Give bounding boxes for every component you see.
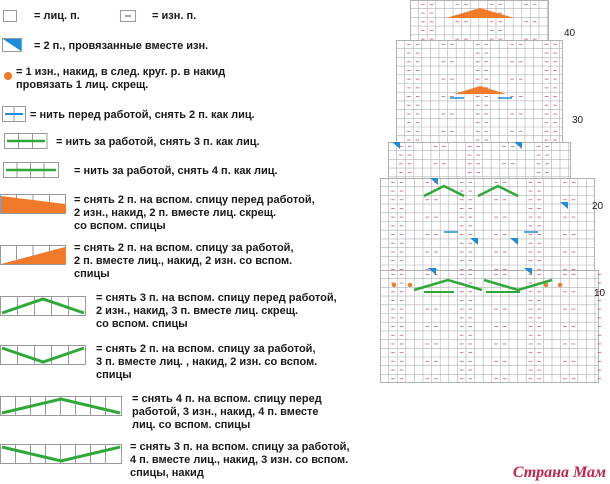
row-label-20: 20	[592, 201, 604, 212]
legend-float4-text: = нить за работой, снять 4 п. как лиц.	[74, 165, 278, 177]
legend-cable6-line1: = снять 3 п. на вспом. спицу за работой,	[130, 441, 350, 453]
chart-grid	[374, 0, 610, 484]
legend-cable6-line3: спицы, накид	[130, 467, 204, 479]
legend-cable4-line1: = снять 2 п. на вспом. спицу за работой,	[96, 343, 316, 355]
cable-green-3-front-icon	[0, 296, 86, 316]
cable-orange-back-icon	[0, 245, 66, 265]
legend-float3-text: = нить за работой, снять 3 п. как лиц.	[56, 136, 260, 148]
legend-cable1-line3: со вспом. спицы	[74, 220, 166, 232]
legend-cable3-line3: со вспом. спицы	[96, 318, 188, 330]
legend-cable4-line2: 3 п. вместе лиц. , накид, 2 изн. со вспом.	[96, 356, 318, 368]
dec-2-purl-icon	[2, 38, 22, 52]
cable-orange-front-icon	[0, 194, 66, 214]
legend-knit-text: = лиц. п.	[34, 10, 80, 22]
legend-dot-line1: = 1 изн., накид, в след. круг. р. в накид	[16, 66, 226, 78]
legend-cable2-line1: = снять 2 п. на вспом. спицу за работой,	[74, 242, 294, 254]
knit-cell-icon	[3, 10, 17, 22]
legend-cable1-line2: 2 изн., накид, 2 п. вместе лиц. скрещ.	[74, 207, 277, 219]
row-label-40: 40	[564, 28, 576, 39]
dot-orange-icon	[2, 70, 14, 82]
cable-green-2-back-icon	[0, 345, 86, 365]
legend-cable3-line2: 2 изн., накид, 3 п. вместе лиц. скрещ.	[96, 305, 299, 317]
purl-cell-icon	[120, 10, 136, 22]
float-back-3-icon	[4, 133, 48, 149]
legend-cable5-line3: лиц. со вспом. спицы	[132, 419, 251, 431]
legend-cable5-line1: = снять 4 п. на вспом. спицу перед	[132, 393, 322, 405]
float-back-4-icon	[3, 162, 59, 178]
dot-orange-mark	[544, 283, 548, 287]
legend-dot-line2: провязать 1 лиц. скрещ.	[16, 79, 149, 91]
legend-cable6-line2: 4 п. вместе лиц., накид, 3 изн. со вспом.	[130, 454, 349, 466]
legend-cable5-line2: работой, 3 изн., накид, 4 п. вместе	[132, 406, 319, 418]
dot-orange-mark	[408, 283, 412, 287]
dot-orange-mark	[558, 283, 562, 287]
float-front-2-icon	[2, 106, 26, 122]
cable-green-4-front-icon	[0, 396, 122, 416]
watermark: Страна Мам	[512, 464, 606, 481]
legend-cable2-line2: 2 п. вместе лиц., накид, 2 изн. со вспом.	[74, 255, 293, 267]
legend-cable1-line1: = снять 2 п. на вспом. спицу перед работой,	[74, 194, 315, 206]
dot-orange-mark	[392, 283, 396, 287]
knitting-chart	[374, 0, 610, 484]
legend-purl-text: = изн. п.	[152, 10, 197, 22]
legend-cable3-line1: = снять 3 п. на вспом. спицу перед работой,	[96, 292, 337, 304]
legend-cable4-line3: спицы	[96, 369, 132, 381]
cable-green-3-back-icon	[0, 444, 122, 464]
legend-cable2-line3: спицы	[74, 268, 110, 280]
row-label-30: 30	[572, 115, 584, 126]
chart-section	[389, 143, 571, 179]
legend-dec-text: = 2 п., провязанные вместе изн.	[34, 40, 209, 52]
legend-float2-text: = нить перед работой, снять 2 п. как лиц.	[30, 109, 255, 121]
row-label-10: 10	[594, 288, 606, 299]
